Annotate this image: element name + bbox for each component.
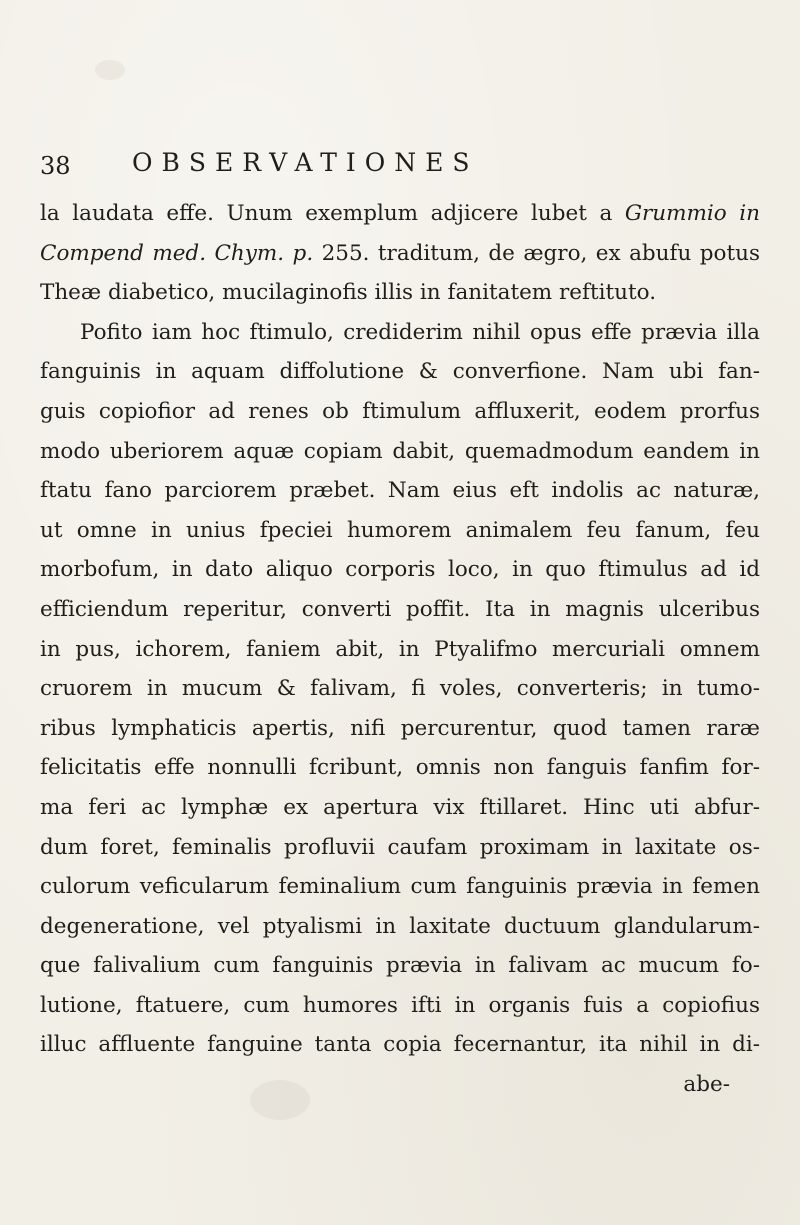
text-line: ut omne in unius fpeciei humorem animalem feu fanum, feu xyxy=(40,517,760,543)
text-line: felicitatis effe nonnulli fcribunt, omnis non fanguis fanfim for- xyxy=(40,755,760,781)
text-line: lutione, ftatuere, cum humores ifti in organis fuis a copiofius xyxy=(40,992,760,1018)
text-line: fanguinis in aquam diffolutione & converfione. Nam ubi fan- xyxy=(40,359,760,385)
text-line: cruorem in mucum & falivam, fi voles, converteris; in tumo- xyxy=(40,676,760,702)
text-line: ma feri ac lymphæ ex apertura vix ftillaret. Hinc uti abfur- xyxy=(40,794,760,820)
text-line xyxy=(40,194,760,234)
paragraph-start-line: Pofito iam hoc ftimulo, crediderim nihil opus effe prævia illa xyxy=(80,319,760,345)
text-line: dum foret, feminalis profluvii caufam proximam in laxitate os- xyxy=(40,834,760,860)
body-text xyxy=(40,194,760,1105)
text-span: la laudata effe. Unum exemplum adjicere lubet a xyxy=(40,201,625,226)
text-line: illuc affluente fanguine tanta copia fecernantur, ita nihil in di- xyxy=(40,1032,760,1058)
text-line: ftatu fano parciorem præbet. Nam eius eft indolis ac naturæ, xyxy=(40,478,760,504)
running-head: OBSERVATIONES xyxy=(132,148,479,177)
page-header xyxy=(40,146,760,186)
text-span: 255. traditum, de ægro, ex abufu potus xyxy=(313,240,760,266)
text-line: que falivalium cum fanguinis prævia in falivam ac mucum fo- xyxy=(40,953,760,979)
text-line: culorum veficularum feminalium cum fanguinis prævia in femen xyxy=(40,874,760,900)
text-line: modo uberiorem aquæ copiam dabit, quemadmodum eandem in xyxy=(40,438,760,464)
text-line: degeneratione, vel ptyalismi in laxitate ductuum glandularum- xyxy=(40,913,760,939)
text-line: guis copiofior ad renes ob ftimulum affluxerit, eodem prorfus xyxy=(40,398,760,424)
citation-text: Compend med. Chym. p. xyxy=(40,240,314,266)
text-line: in pus, ichorem, faniem abit, in Ptyalifmo mercuriali omnem xyxy=(40,636,760,662)
text-line: ribus lymphaticis apertis, nifi percurentur, quod tamen raræ xyxy=(40,715,760,741)
paper-stain xyxy=(95,60,125,80)
text-line: efficiendum reperitur, converti poffit. Ita in magnis ulceribus xyxy=(40,596,760,622)
text-line xyxy=(40,234,760,274)
text-line: Theæ diabetico, mucilaginofis illis in fanitatem reftituto. xyxy=(40,280,657,306)
page-number: 38 xyxy=(40,152,71,180)
citation-text: Grummio in xyxy=(624,201,760,226)
catchword: abe- xyxy=(683,1072,730,1098)
text-line: morbofum, in dato aliquo corporis loco, in quo ftimulus ad id xyxy=(40,557,760,583)
